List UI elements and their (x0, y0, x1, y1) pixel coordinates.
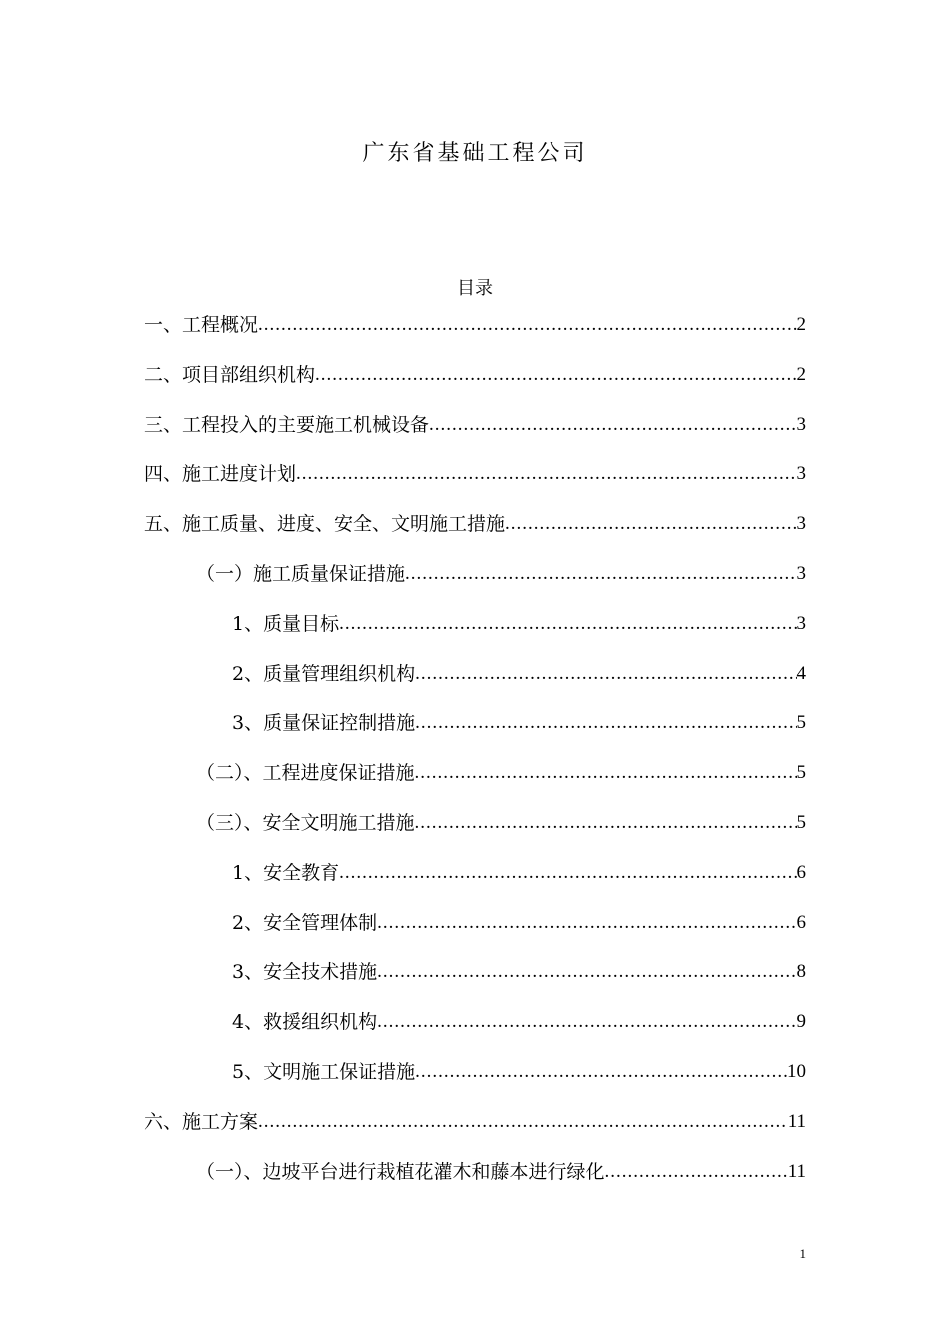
toc-entry-label: （一）施工质量保证措施 (196, 563, 406, 585)
toc-entry-label: 五、施工质量、进度、安全、文明施工措施 (144, 513, 506, 535)
toc-entry-label: （三）、安全文明施工措施 (196, 812, 415, 834)
toc-entry[interactable] (232, 858, 806, 888)
toc-entry[interactable] (196, 808, 806, 838)
toc-entry-page-number: 2 (796, 314, 806, 335)
toc-entry-label: 4、救援组织机构 (232, 1011, 378, 1033)
toc-entry-label: 1、安全教育 (232, 862, 340, 884)
toc-entry[interactable] (144, 360, 806, 390)
toc-entry-page-number: 3 (796, 563, 806, 584)
toc-entry[interactable] (232, 609, 806, 639)
toc-leader-dots (405, 559, 796, 589)
toc-entry[interactable] (196, 758, 806, 788)
toc-entry[interactable] (232, 708, 806, 738)
toc-entry-page-number: 11 (787, 1111, 806, 1132)
toc-entry[interactable] (196, 1157, 806, 1187)
toc-leader-dots (415, 758, 797, 788)
toc-entry-page-number: 5 (796, 812, 806, 833)
toc-entry[interactable] (232, 908, 806, 938)
toc-leader-dots (415, 708, 796, 738)
toc-entry-label: 2、安全管理体制 (232, 912, 378, 934)
toc-leader-dots (505, 509, 796, 539)
toc-entry-label: （二）、工程进度保证措施 (196, 762, 415, 784)
toc-entry-page-number: 4 (796, 663, 806, 684)
toc-leader-dots (415, 659, 796, 689)
toc-entry-page-number: 3 (796, 513, 806, 534)
toc-leader-dots (377, 908, 796, 938)
toc-entry-page-number: 11 (787, 1161, 806, 1182)
toc-leader-dots (429, 410, 796, 440)
toc-entry-label: （一）、边坡平台进行栽植花灌木和藤本进行绿化 (196, 1161, 605, 1183)
toc-leader-dots (258, 310, 796, 340)
toc-entry[interactable] (196, 559, 806, 589)
toc-entry-label: 三、工程投入的主要施工机械设备 (144, 414, 430, 436)
toc-leader-dots (415, 1057, 787, 1087)
toc-entry-label: 2、质量管理组织机构 (232, 663, 416, 685)
toc-entry-page-number: 3 (796, 613, 806, 634)
toc-leader-dots (377, 957, 796, 987)
toc-entry[interactable] (232, 1057, 806, 1087)
toc-entry[interactable] (144, 410, 806, 440)
toc-entry-label: 1、质量目标 (232, 613, 340, 635)
toc-entry-label: 六、施工方案 (144, 1111, 259, 1133)
toc-leader-dots (339, 858, 796, 888)
toc-entry-page-number: 3 (796, 463, 806, 484)
toc-entry-label: 四、施工进度计划 (144, 463, 297, 485)
toc-leader-dots (296, 459, 796, 489)
company-title: 广东省基础工程公司 (362, 141, 588, 166)
toc-entry-label: 3、安全技术措施 (232, 961, 378, 983)
toc-leader-dots (258, 1107, 788, 1137)
toc-entry-label: 3、质量保证控制措施 (232, 712, 416, 734)
toc-entry-page-number: 5 (796, 712, 806, 733)
page-number: 1 (799, 1246, 806, 1261)
toc-heading: 目录 (457, 278, 493, 299)
toc-leader-dots (339, 609, 796, 639)
toc-leader-dots (377, 1007, 796, 1037)
toc-entry[interactable] (144, 310, 806, 340)
toc-entry-page-number: 10 (787, 1061, 806, 1082)
toc-entry-page-number: 8 (796, 961, 806, 982)
toc-entry[interactable] (144, 1107, 806, 1137)
toc-entry-page-number: 6 (796, 862, 806, 883)
toc-entry-page-number: 6 (796, 912, 806, 933)
toc-entry-page-number: 2 (796, 364, 806, 385)
toc-entry-label: 一、工程概况 (144, 314, 259, 336)
toc-leader-dots (605, 1157, 788, 1187)
toc-entry-label: 5、文明施工保证措施 (232, 1061, 416, 1083)
toc-entry-page-number: 5 (796, 762, 806, 783)
toc-entry[interactable] (144, 459, 806, 489)
toc-leader-dots (415, 808, 797, 838)
toc-entry-label: 二、项目部组织机构 (144, 364, 316, 386)
toc-leader-dots (315, 360, 796, 390)
toc-entry[interactable] (232, 659, 806, 689)
toc-entry-page-number: 9 (796, 1011, 806, 1032)
toc-entry[interactable] (232, 1007, 806, 1037)
toc-entry[interactable] (144, 509, 806, 539)
toc-entry[interactable] (232, 957, 806, 987)
toc-entry-page-number: 3 (796, 414, 806, 435)
